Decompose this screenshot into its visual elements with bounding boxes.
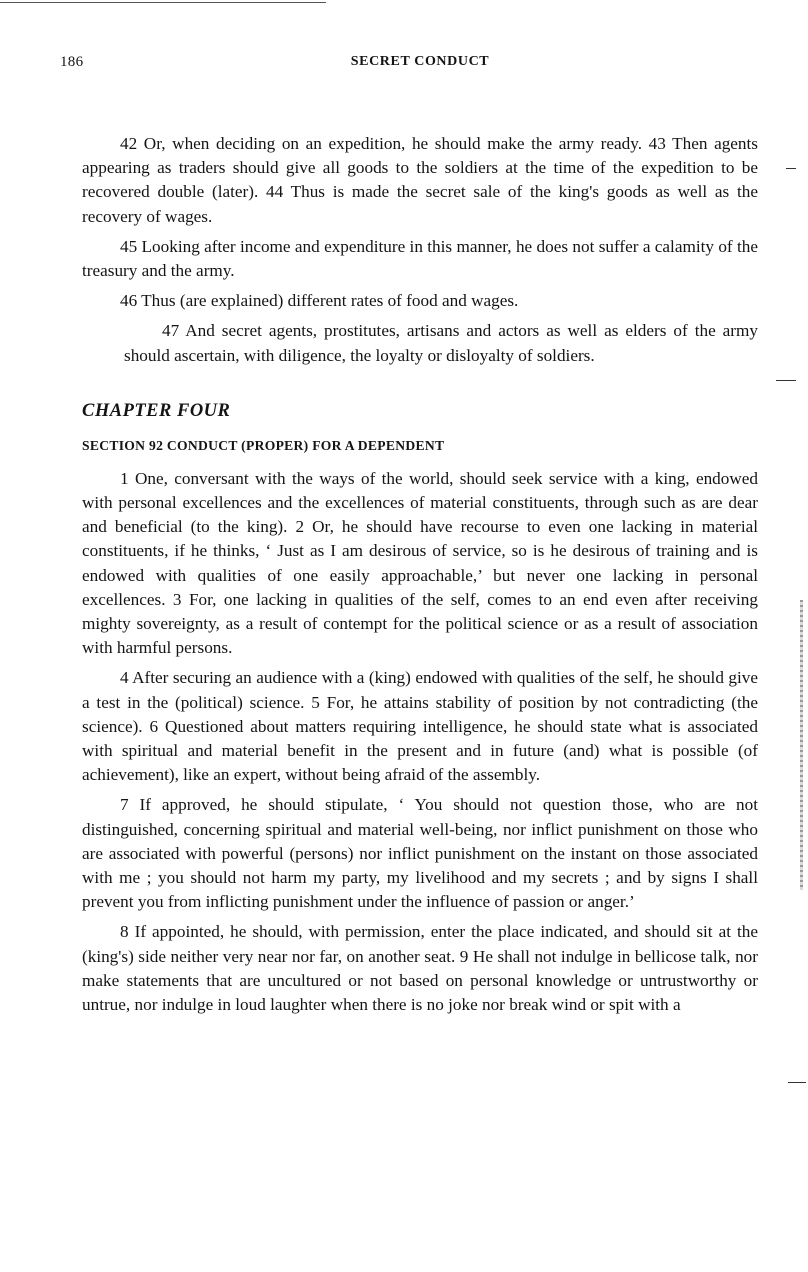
margin-mark	[786, 168, 796, 169]
margin-mark	[788, 1082, 806, 1083]
paragraph: 4 After securing an audience with a (king) endowed with qualities of the self, he should give a test in the (political) science. 5 For, he attains stability of position by not contradicting (the science). 6 Questioned about matters requiring intelligence, he should state what is associated with spiritual and material benefit in the present and in future (and) what is possible (of achievement), like an expert, without being afraid of the assembly.	[82, 668, 758, 785]
paragraph: 45 Looking after income and expenditure in this manner, he does not suffer a calamity of the treasury and the army.	[82, 236, 758, 281]
running-title: SECRET CONDUCT	[350, 54, 490, 69]
running-head	[60, 50, 758, 74]
paragraph: 7 If approved, he should stipulate, ‘ You should not question those, who are not distinguished, concerning spiritual and material well-being, nor inflict punishment on those who are associated with powerful (persons) nor inflict punishment on the instant on those associated with me ; you should not harm my party, my livelihood and my secrets ; and by signs I shall prevent you from inflicting punishment under the influence of passion or anger.’	[82, 795, 758, 912]
paragraph: 8 If appointed, he should, with permission, enter the place indicated, and should sit at the (king's) side neither very near nor far, on another seat. 9 He shall not indulge in bellicose talk, nor make statements that are uncultured or not based on personal knowledge or untrustworthy or untrue, nor indulge in loud laughter when there is no joke nor break wind or spit with a	[82, 922, 758, 1015]
chapter-title: CHAPTER FOUR	[82, 400, 231, 421]
body-text	[82, 132, 758, 1017]
book-page	[60, 50, 758, 1017]
scan-edge-line	[0, 2, 326, 3]
scan-edge-shadow	[800, 600, 803, 890]
paragraph: 1 One, conversant with the ways of the world, should seek service with a king, endowed with personal excellences and the excellences of material constituents, through such as are dear and beneficial (to the king). 2 Or, he should have recourse to even one lacking in material constituents, if he thinks, ‘ Just as I am desirous of service, so is he desirous of training and is endowed with qualities of one easily approachable,’ but never one lacking in personal excellences. 3 For, one lacking in qualities of the self, comes to an end even after receiving mighty sovereignty, as a result of contempt for the political science or as a result of association with harmful persons.	[82, 468, 758, 658]
margin-mark	[776, 380, 796, 381]
paragraph: 46 Thus (are explained) different rates of food and wages.	[120, 291, 519, 311]
page-number: 186	[60, 54, 84, 70]
section-title: SECTION 92 CONDUCT (PROPER) FOR A DEPENDENT	[82, 437, 445, 453]
verse-paragraph: 47 And secret agents, prostitutes, artisans and actors as well as elders of the army should ascertain, with diligence, the loyalty or disloyalty of soldiers.	[124, 321, 758, 365]
paragraph: 42 Or, when deciding on an expedition, he should make the army ready. 43 Then agents appearing as traders should give all goods to the soldiers at the time of the expedition to be recovered double (later). 44 Thus is made the secret sale of the king's goods as well as the recovery of wages.	[82, 134, 758, 226]
